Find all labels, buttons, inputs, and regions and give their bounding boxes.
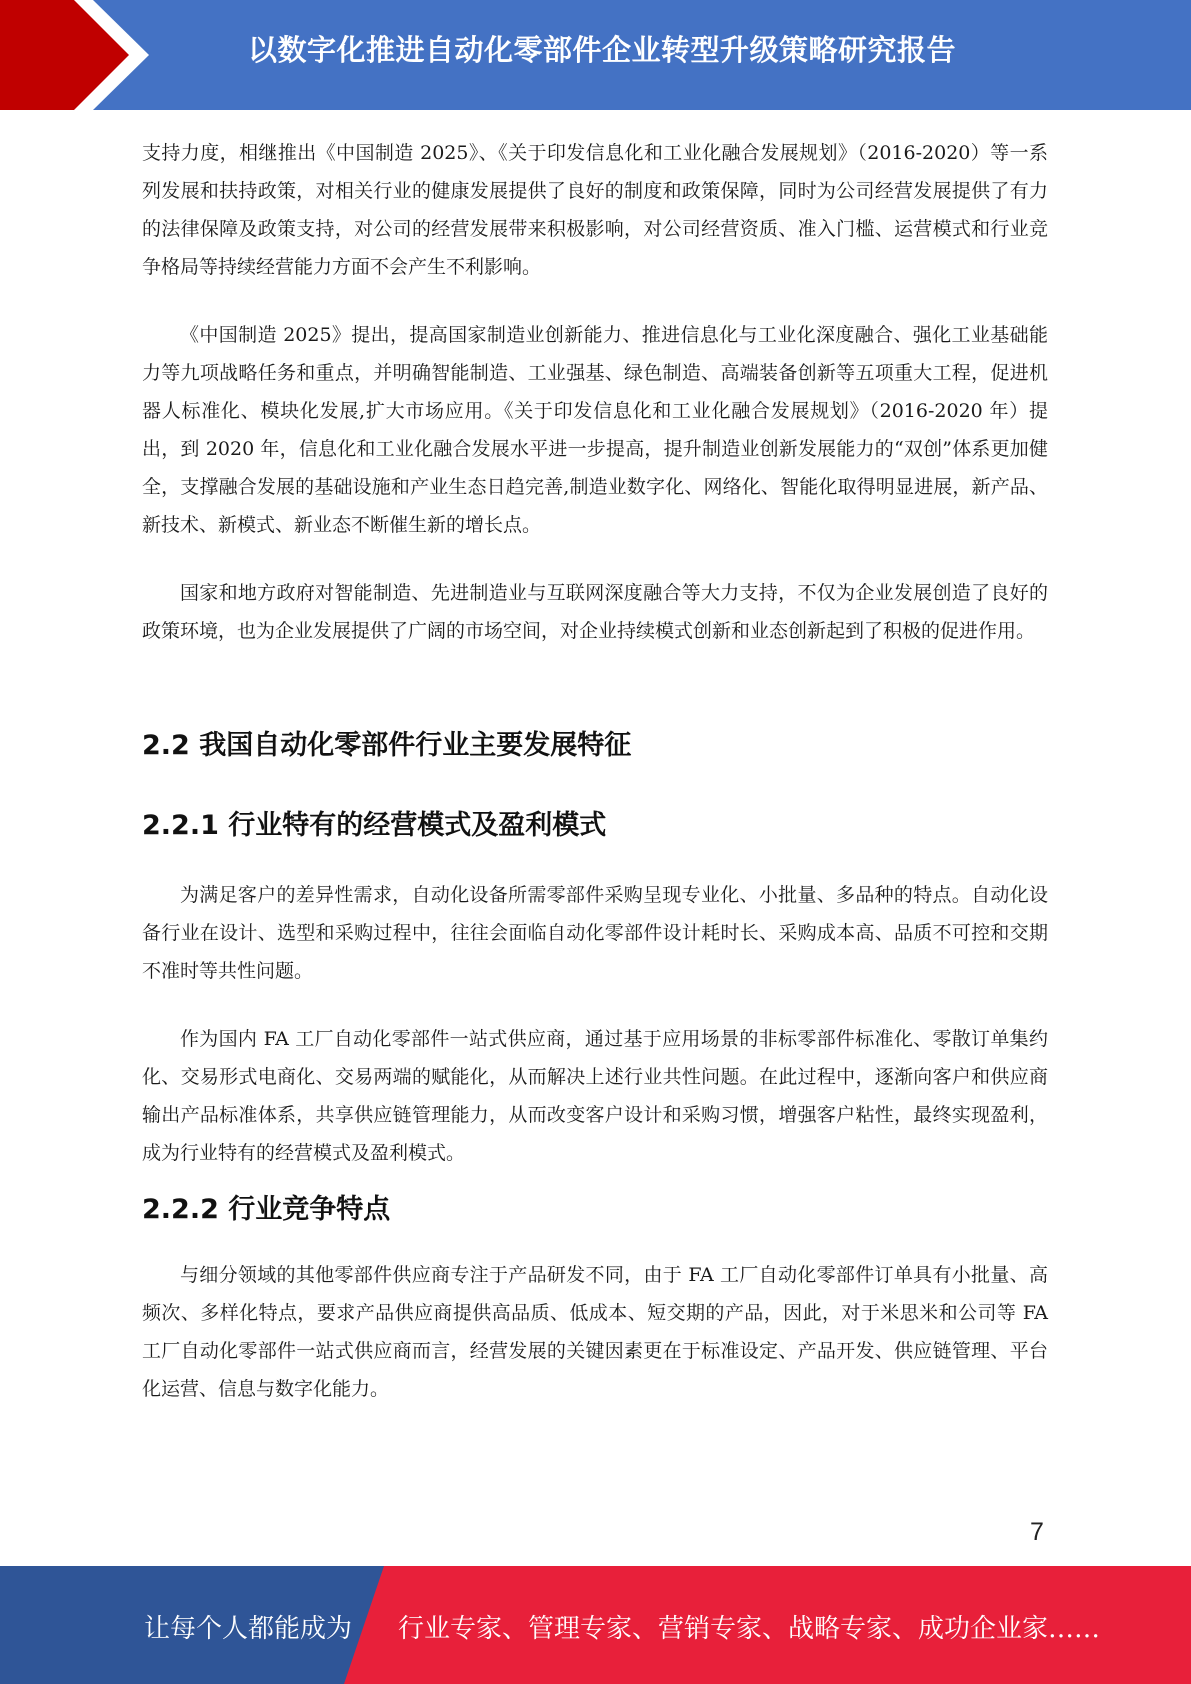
page-number: 7 [1030,1518,1044,1546]
page-header-banner [0,0,1191,110]
footer-slogan-right: 行业专家、管理专家、营销专家、战略专家、成功企业家…… [398,1614,1101,1644]
paragraph-policy-support: 支持力度，相继推出《中国制造 2025》、《关于印发信息化和工业化融合发展规划》（2016-2020）等一系列发展和扶持政策，对相关行业的健康发展提供了良好的制度和政策保障，同时为公司经营发展提供了有力的法律保障及政策支持，对公司的经营发展带来积极影响，对公司经营资质、准入门槛、运营模式和行业竞争格局等持续经营能力方面不会产生不利影响。 [142,142,1048,278]
page-content [142,134,1048,1408]
footer-slogan-left: 让每个人都能成为 [144,1614,353,1644]
paragraph-government-support: 国家和地方政府对智能制造、先进制造业与互联网深度融合等大力支持，不仅为企业发展创造了良好的政策环境，也为企业发展提供了广阔的市场空间，对企业持续模式创新和业态创新起到了积极的促进作用。 [142,582,1048,642]
paragraph-customer-needs: 为满足客户的差异性需求，自动化设备所需零部件采购呈现专业化、小批量、多品种的特点。自动化设备行业在设计、选型和采购过程中，往往会面临自动化零部件设计耗时长、采购成本高、品质不可控和交期不准时等共性问题。 [142,884,1048,982]
paragraph-made-in-china-2025: 《中国制造 2025》提出，提高国家制造业创新能力、推进信息化与工业化深度融合、强化工业基础能力等九项战略任务和重点，并明确智能制造、工业强基、绿色制造、高端装备创新等五项重大工程，促进机器人标准化、模块化发展,扩大市场应用。《关于印发信息化和工业化融合发展规划》（2016-2020 年）提出，到 2020 年，信息化和工业化融合发展水平进一步提高，提升制造业创新发展能力的“双创”体系更加健全，支撑融合发展的基础设施和产业生态日趋完善,制造业数字化、网络化、智能化取得明显进展，新产品、新技术、新模式、新业态不断催生新的增长点。 [142,324,1048,536]
section-heading-2-2-2: 2.2.2 行业竞争特点 [142,1194,391,1225]
paragraph-competition: 与细分领域的其他零部件供应商专注于产品研发不同，由于 FA 工厂自动化零部件订单具有小批量、高频次、多样化特点，要求产品供应商提供高品质、低成本、短交期的产品，因此，对于米思米和公司等 FA 工厂自动化零部件一站式供应商而言，经营发展的关键因素更在于标准设定、产品开发、供应链管理、平台化运营、信息与数字化能力。 [142,1264,1048,1400]
paragraph-one-stop-supplier: 作为国内 FA 工厂自动化零部件一站式供应商，通过基于应用场景的非标零部件标准化、零散订单集约化、交易形式电商化、交易两端的赋能化，从而解决上述行业共性问题。在此过程中，逐渐向客户和供应商输出产品标准体系，共享供应链管理能力，从而改变客户设计和采购习惯，增强客户粘性，最终实现盈利，成为行业特有的经营模式及盈利模式。 [142,1028,1048,1164]
page-footer-banner [0,1566,1191,1684]
report-title: 以数字化推进自动化零部件企业转型升级策略研究报告 [248,33,957,67]
section-heading-2-2: 2.2 我国自动化零部件行业主要发展特征 [142,730,632,761]
section-heading-2-2-1: 2.2.1 行业特有的经营模式及盈利模式 [142,810,607,841]
